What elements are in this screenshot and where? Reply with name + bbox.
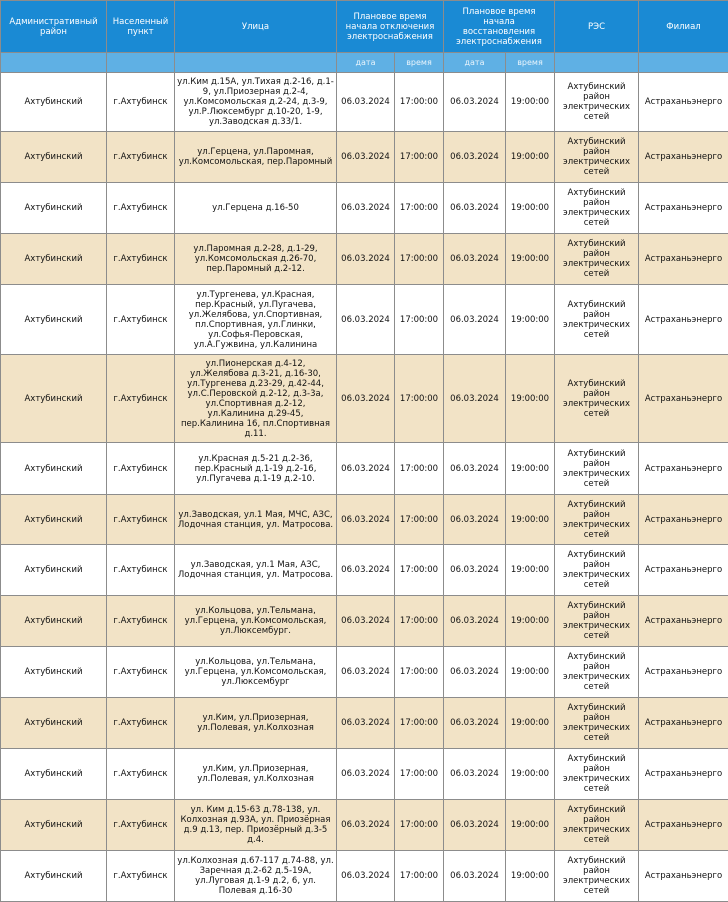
- cell-res: Ахтубинский район электрических сетей: [555, 132, 639, 183]
- cell-on-date: 06.03.2024: [444, 495, 506, 545]
- table-header-row: [1, 1, 728, 53]
- cell-street: ул.Паромная д.2-28, д.1-29, ул.Комсомольская д.26-70, пер.Паромный д.2-12.: [175, 234, 337, 285]
- cell-on-date: 06.03.2024: [444, 443, 506, 495]
- cell-branch: Астраханьэнерго: [639, 355, 728, 443]
- cell-off-date: 06.03.2024: [337, 234, 395, 285]
- cell-district: Ахтубинский: [1, 355, 107, 443]
- table-row: [1, 132, 728, 183]
- table-row: [1, 73, 728, 132]
- cell-off-time: 17:00:00: [395, 647, 444, 698]
- cell-locality: г.Ахтубинск: [107, 851, 175, 902]
- cell-on-time: 19:00:00: [506, 73, 555, 132]
- cell-on-date: 06.03.2024: [444, 355, 506, 443]
- cell-off-date: 06.03.2024: [337, 285, 395, 355]
- cell-on-time: 19:00:00: [506, 647, 555, 698]
- cell-res: Ахтубинский район электрических сетей: [555, 73, 639, 132]
- cell-branch: Астраханьэнерго: [639, 851, 728, 902]
- table-row: [1, 698, 728, 749]
- cell-on-date: 06.03.2024: [444, 132, 506, 183]
- cell-off-time: 17:00:00: [395, 800, 444, 851]
- cell-off-date: 06.03.2024: [337, 698, 395, 749]
- cell-off-date: 06.03.2024: [337, 495, 395, 545]
- cell-res: Ахтубинский район электрических сетей: [555, 596, 639, 647]
- cell-on-date: 06.03.2024: [444, 800, 506, 851]
- cell-on-time: 19:00:00: [506, 443, 555, 495]
- cell-off-date: 06.03.2024: [337, 73, 395, 132]
- cell-on-time: 19:00:00: [506, 800, 555, 851]
- table-row: [1, 495, 728, 545]
- cell-on-date: 06.03.2024: [444, 73, 506, 132]
- header-on-planned: Плановое время начала восстановления электроснабжения: [444, 1, 555, 53]
- cell-off-date: 06.03.2024: [337, 749, 395, 800]
- cell-locality: г.Ахтубинск: [107, 698, 175, 749]
- cell-street: ул.Ким д.15А, ул.Тихая д.2-16, д.1-9, ул.Приозерная д.2-4, ул.Комсомольская д.2-24, д.3-9, ул.Р.Люксембург д.10-20, 1-9, ул.Заводская д.33/1.: [175, 73, 337, 132]
- table-row: [1, 851, 728, 902]
- table-row: [1, 183, 728, 234]
- subheader-off-date: дата: [337, 53, 395, 73]
- cell-district: Ахтубинский: [1, 285, 107, 355]
- table-row: [1, 285, 728, 355]
- cell-off-time: 17:00:00: [395, 73, 444, 132]
- table-row: [1, 355, 728, 443]
- cell-res: Ахтубинский район электрических сетей: [555, 183, 639, 234]
- cell-locality: г.Ахтубинск: [107, 132, 175, 183]
- table-row: [1, 545, 728, 596]
- cell-locality: г.Ахтубинск: [107, 495, 175, 545]
- cell-res: Ахтубинский район электрических сетей: [555, 851, 639, 902]
- cell-branch: Астраханьэнерго: [639, 183, 728, 234]
- cell-on-time: 19:00:00: [506, 545, 555, 596]
- cell-street: ул.Герцена, ул.Паромная, ул.Комсомольская, пер.Паромный: [175, 132, 337, 183]
- cell-off-date: 06.03.2024: [337, 647, 395, 698]
- cell-locality: г.Ахтубинск: [107, 73, 175, 132]
- cell-locality: г.Ахтубинск: [107, 749, 175, 800]
- cell-locality: г.Ахтубинск: [107, 800, 175, 851]
- cell-res: Ахтубинский район электрических сетей: [555, 698, 639, 749]
- cell-district: Ахтубинский: [1, 132, 107, 183]
- cell-branch: Астраханьэнерго: [639, 596, 728, 647]
- subheader-on-date: дата: [444, 53, 506, 73]
- cell-street: ул.Ким, ул.Приозерная, ул.Полевая, ул.Колхозная: [175, 749, 337, 800]
- cell-res: Ахтубинский район электрических сетей: [555, 545, 639, 596]
- cell-district: Ахтубинский: [1, 183, 107, 234]
- cell-district: Ахтубинский: [1, 443, 107, 495]
- cell-locality: г.Ахтубинск: [107, 443, 175, 495]
- cell-on-date: 06.03.2024: [444, 749, 506, 800]
- header-branch: Филиал: [639, 1, 728, 53]
- table-row: [1, 749, 728, 800]
- cell-res: Ахтубинский район электрических сетей: [555, 800, 639, 851]
- cell-off-time: 17:00:00: [395, 698, 444, 749]
- cell-on-time: 19:00:00: [506, 495, 555, 545]
- cell-street: ул.Герцена д.16-50: [175, 183, 337, 234]
- cell-district: Ахтубинский: [1, 596, 107, 647]
- cell-branch: Астраханьэнерго: [639, 132, 728, 183]
- cell-on-date: 06.03.2024: [444, 698, 506, 749]
- cell-res: Ахтубинский район электрических сетей: [555, 234, 639, 285]
- header-street: Улица: [175, 1, 337, 53]
- cell-street: ул.Кольцова, ул.Тельмана, ул.Герцена, ул.Комсомольская, ул.Люксембург: [175, 647, 337, 698]
- cell-off-date: 06.03.2024: [337, 443, 395, 495]
- cell-district: Ахтубинский: [1, 851, 107, 902]
- cell-off-time: 17:00:00: [395, 495, 444, 545]
- cell-on-time: 19:00:00: [506, 749, 555, 800]
- cell-locality: г.Ахтубинск: [107, 234, 175, 285]
- cell-on-time: 19:00:00: [506, 596, 555, 647]
- cell-branch: Астраханьэнерго: [639, 73, 728, 132]
- cell-off-time: 17:00:00: [395, 749, 444, 800]
- table-row: [1, 647, 728, 698]
- cell-street: ул.Ким, ул.Приозерная, ул.Полевая, ул.Колхозная: [175, 698, 337, 749]
- cell-locality: г.Ахтубинск: [107, 285, 175, 355]
- cell-district: Ахтубинский: [1, 800, 107, 851]
- table-row: [1, 234, 728, 285]
- cell-on-date: 06.03.2024: [444, 647, 506, 698]
- cell-street: ул.Красная д.5-21 д.2-36, пер.Красный д.1-19 д.2-16, ул.Пугачева д.1-19 д.2-10.: [175, 443, 337, 495]
- cell-off-time: 17:00:00: [395, 132, 444, 183]
- cell-district: Ахтубинский: [1, 698, 107, 749]
- cell-district: Ахтубинский: [1, 647, 107, 698]
- cell-off-time: 17:00:00: [395, 851, 444, 902]
- table-row: [1, 596, 728, 647]
- cell-branch: Астраханьэнерго: [639, 545, 728, 596]
- cell-district: Ахтубинский: [1, 749, 107, 800]
- cell-on-time: 19:00:00: [506, 234, 555, 285]
- cell-on-time: 19:00:00: [506, 698, 555, 749]
- cell-branch: Астраханьэнерго: [639, 698, 728, 749]
- cell-district: Ахтубинский: [1, 545, 107, 596]
- subheader-off-time: время: [395, 53, 444, 73]
- cell-branch: Астраханьэнерго: [639, 800, 728, 851]
- cell-off-time: 17:00:00: [395, 545, 444, 596]
- cell-on-date: 06.03.2024: [444, 596, 506, 647]
- cell-res: Ахтубинский район электрических сетей: [555, 355, 639, 443]
- cell-branch: Астраханьэнерго: [639, 647, 728, 698]
- cell-on-date: 06.03.2024: [444, 851, 506, 902]
- cell-on-date: 06.03.2024: [444, 234, 506, 285]
- table-row: [1, 800, 728, 851]
- cell-res: Ахтубинский район электрических сетей: [555, 495, 639, 545]
- header-district: Административный район: [1, 1, 107, 53]
- cell-street: ул.Колхозная д.67-117 д.74-88, ул. Заречная д.2-62 д.5-19А, ул.Луговая д.1-9 д.2, 6, ул. Полевая д.16-30: [175, 851, 337, 902]
- cell-off-time: 17:00:00: [395, 285, 444, 355]
- cell-on-time: 19:00:00: [506, 183, 555, 234]
- cell-street: ул.Кольцова, ул.Тельмана, ул.Герцена, ул.Комсомольская, ул.Люксембург.: [175, 596, 337, 647]
- cell-street: ул. Ким д.15-63 д.78-138, ул. Колхозная д.93А, ул. Приозёрная д.9 д.13, пер. Приозёрный д.3-5 д.4.: [175, 800, 337, 851]
- cell-locality: г.Ахтубинск: [107, 183, 175, 234]
- cell-street: ул.Тургенева, ул.Красная, пер.Красный, ул.Пугачева, ул.Желябова, ул.Спортивная, пл.Спортивная, ул.Глинки, ул.Софья-Перовская, ул.А.Гужвина, ул.Калинина: [175, 285, 337, 355]
- header-locality: Населенный пункт: [107, 1, 175, 53]
- cell-branch: Астраханьэнерго: [639, 495, 728, 545]
- cell-off-date: 06.03.2024: [337, 851, 395, 902]
- header-res: РЭС: [555, 1, 639, 53]
- cell-res: Ахтубинский район электрических сетей: [555, 443, 639, 495]
- cell-off-time: 17:00:00: [395, 183, 444, 234]
- cell-branch: Астраханьэнерго: [639, 234, 728, 285]
- cell-district: Ахтубинский: [1, 495, 107, 545]
- cell-locality: г.Ахтубинск: [107, 647, 175, 698]
- cell-off-date: 06.03.2024: [337, 132, 395, 183]
- table-subheader-row: [1, 53, 728, 73]
- cell-on-time: 19:00:00: [506, 132, 555, 183]
- cell-on-date: 06.03.2024: [444, 545, 506, 596]
- cell-district: Ахтубинский: [1, 234, 107, 285]
- cell-off-date: 06.03.2024: [337, 545, 395, 596]
- cell-off-date: 06.03.2024: [337, 800, 395, 851]
- cell-off-date: 06.03.2024: [337, 183, 395, 234]
- cell-off-time: 17:00:00: [395, 443, 444, 495]
- cell-off-time: 17:00:00: [395, 234, 444, 285]
- cell-on-time: 19:00:00: [506, 851, 555, 902]
- cell-branch: Астраханьэнерго: [639, 443, 728, 495]
- cell-off-time: 17:00:00: [395, 355, 444, 443]
- cell-branch: Астраханьэнерго: [639, 285, 728, 355]
- cell-locality: г.Ахтубинск: [107, 596, 175, 647]
- cell-off-time: 17:00:00: [395, 596, 444, 647]
- cell-locality: г.Ахтубинск: [107, 355, 175, 443]
- cell-on-time: 19:00:00: [506, 355, 555, 443]
- cell-branch: Астраханьэнерго: [639, 749, 728, 800]
- cell-res: Ахтубинский район электрических сетей: [555, 285, 639, 355]
- cell-on-date: 06.03.2024: [444, 183, 506, 234]
- cell-res: Ахтубинский район электрических сетей: [555, 647, 639, 698]
- table-row: [1, 443, 728, 495]
- cell-off-date: 06.03.2024: [337, 596, 395, 647]
- header-off-planned: Плановое время начала отключения электроснабжения: [337, 1, 444, 53]
- cell-res: Ахтубинский район электрических сетей: [555, 749, 639, 800]
- cell-locality: г.Ахтубинск: [107, 545, 175, 596]
- cell-street: ул.Пионерская д.4-12, ул.Желябова д.3-21, д.16-30, ул.Тургенева д.23-29, д.42-44, ул.С.Перовской д.2-12, д.3-3а, ул.Спортивная д.2-12, ул.Калинина д.29-45, пер.Калинина 16, пл.Спортивная д.11.: [175, 355, 337, 443]
- subheader-on-time: время: [506, 53, 555, 73]
- cell-district: Ахтубинский: [1, 73, 107, 132]
- cell-street: ул.Заводская, ул.1 Мая, МЧС, АЗС, Лодочная станция, ул. Матросова.: [175, 495, 337, 545]
- cell-street: ул.Заводская, ул.1 Мая, АЗС, Лодочная станция, ул. Матросова.: [175, 545, 337, 596]
- cell-on-time: 19:00:00: [506, 285, 555, 355]
- cell-off-date: 06.03.2024: [337, 355, 395, 443]
- cell-on-date: 06.03.2024: [444, 285, 506, 355]
